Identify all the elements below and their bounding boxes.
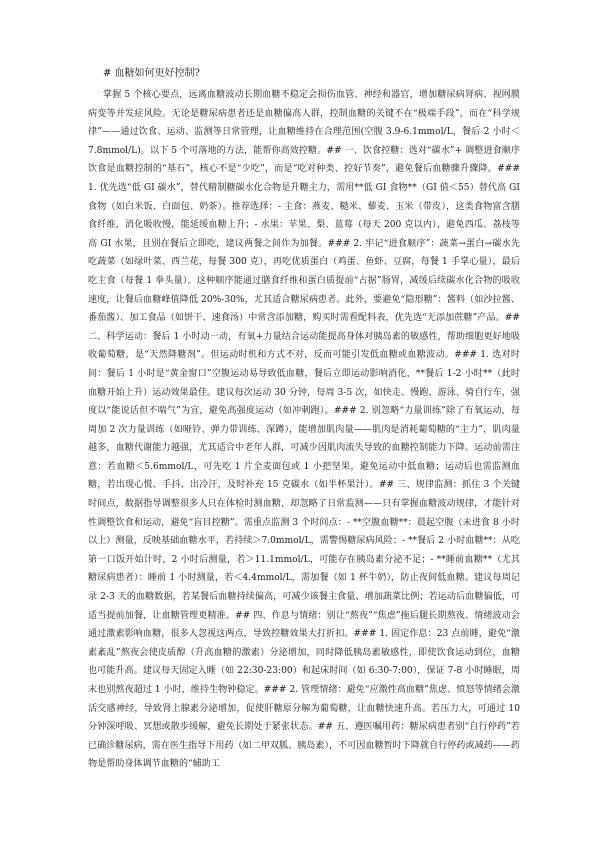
document-heading: # 血糖如何更好控制? — [103, 68, 200, 79]
document-body-text: 掌握 5 个核心要点，远离血糖波动长期血糖不稳定会损伤血管、神经和器官，增加糖尿病肾病、视网膜病变等并发症风险。无论是糖尿病患者还是血糖偏高人群，控制血糖的关键不在“极端手段”，而在“科学规律”——通过饮食、运动、监测等日常管理，让血糖维持在合理范围(空腹 3.9-6.1mmol/L，餐后 2 小时＜7.8mmol/L)。以下 5 个可落地的方法，能帮你高效控糖。## 一、饮食控糖：选对“碳水”+ 调整进食顺序饮食是血糖控制的“基石”，核心不是“少吃”，而是“吃对种类、控好节奏”，避免餐后血糖骤升骤降。### 1. 优先选“低 GI 碳水”，替代精制糖碳水化合物是升糖主力，需用**低 GI 食物**（GI 值＜55）替代高 GI 食物（如白米饭、白面包、奶茶）。推荐选择：- 主食：燕麦、糙米、藜麦、玉米（带皮），这类食物富含膳食纤维，消化吸收慢，能延缓血糖上升；- 水果：苹果、梨、蓝莓（每天 200 克以内），避免西瓜、荔枝等高 GI 水果，且别在餐后立即吃，建议两餐之间作为加餐。### 2. 牢记“进食顺序”：蔬菜→蛋白→碳水先吃蔬菜（如绿叶菜、西兰花，每餐 300 克），再吃优质蛋白（鸡蛋、鱼虾、豆腐，每餐 1 手掌心量），最后吃主食（每餐 1 拳头量）。这种顺序能通过膳食纤维和蛋白质提前“占据”肠胃，减缓后续碳水化合物的吸收速度，让餐后血糖峰值降低 20%-30%，尤其适合糖尿病患者。此外，要避免“隐形糖”：酱料（如沙拉酱、番茄酱）、加工食品（如饼干、速食汤）中常含添加糖，购买时需看配料表，优先选“无添加蔗糖”产品。## 二、科学运动：餐后 1 小时动一动，有氧+力量结合运动能提高身体对胰岛素的敏感性，帮助细胞更好地吸收葡萄糖，是“天然降糖剂”。但运动时机和方式不对，反而可能引发低血糖或血糖波动。### 1. 选对时间：餐后 1 小时是“黄金窗口”空腹运动易导致低血糖，餐后立即运动影响消化，**餐后 1-2 小时**（此时血糖开始上升）运动效果最佳。建议每次运动 30 分钟，每周 3-5 次，如快走、慢跑、游泳、骑自行车，强度以“能说话但不喘气”为宜，避免高强度运动（如冲刺跑）。### 2. 别忽略“力量训练”除了有氧运动，每周加 2 次力量训练（如哑铃、弹力带训练、深蹲），能增加肌肉量——肌肉是消耗葡萄糖的“主力”，肌肉量越多，血糖代谢能力越强，尤其适合中老年人群，可减少因肌肉流失导致的血糖控制能力下降。运动前需注意：若血糖＜5.6mmol/L，可先吃 1 片全麦面包或 1 小把坚果，避免运动中低血糖；运动后也需监测血糖，若出现心慌、手抖、出冷汗，及时补充 15 克碳水（如半杯果汁）。## 三、规律监测：抓住 3 个关键时间点，数据指导调整很多人只在体检时测血糖，却忽略了日常监测——只有掌握血糖波动规律，才能针对性调整饮食和运动，避免“盲目控糖”。需重点监测 3 个时间点：- **空腹血糖**：晨起空腹（未进食 8 小时以上）测量，反映基础血糖水平，若持续＞7.0mmol/L，需警惕糖尿病风险；- **餐后 2 小时血糖**：从吃第一口饭开始计时，2 小时后测量，若＞11.1mmol/L，可能存在胰岛素分泌不足；- **睡前血糖**（尤其糖尿病患者）：睡前 1 小时测量，若＜4.4mmol/L，需加餐（如 1 杯牛奶），防止夜间低血糖。建议每周记录 2-3 天的血糖数据，若某餐后血糖持续偏高，可减少该餐主食量、增加蔬菜比例；若运动后血糖偏低，可适当提前加餐，让血糖管理更精准。## 四、作息与情绪：别让“熬夜”“焦虑”拖后腿长期熬夜、情绪波动会通过激素影响血糖，很多人忽视这两点，导致控糖效果大打折扣。### 1. 固定作息：23 点前睡，避免“激素紊乱”熬夜会使皮质醇（升高血糖的激素）分泌增加，同时降低胰岛素敏感性，即使饮食运动到位，血糖也可能升高。建议每天固定入睡（如 22:30-23:00）和起床时间（如 6:30-7:00），保证 7-8 小时睡眠，周末也别熬夜超过 1 小时，维持生物钟稳定。### 2. 管理情绪：避免“应激性高血糖”焦虑、愤怒等情绪会激活交感神经，导致肾上腺素分泌增加，促使肝糖原分解为葡萄糖，让血糖快速升高。若压力大，可通过 10 分钟深呼吸、冥想或散步缓解，避免长期处于紧张状态。## 五、遵医嘱用药：糖尿病患者别“自行停药”若已确诊糖尿病，需在医生指导下用药（如二甲双胍、胰岛素），不可因血糖暂时下降就自行停药或减药——药物是帮助身体调节血糖的“辅助工 — [88, 90, 520, 770]
